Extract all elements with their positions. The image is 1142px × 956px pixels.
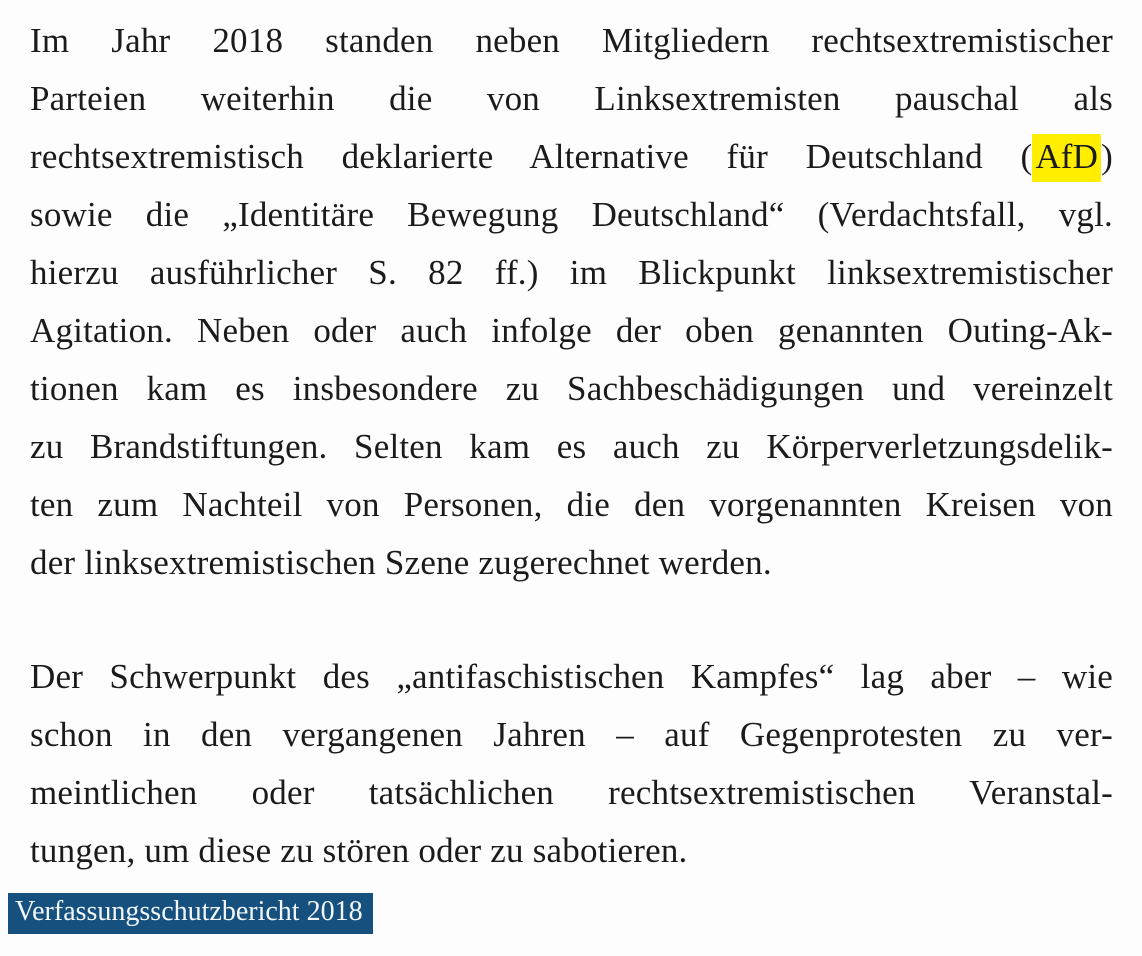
text-segment: zu Brandstiftungen. Selten kam es auch zu Körperverletzungsdelik- — [30, 427, 1113, 466]
text-line — [30, 764, 1113, 822]
text-line — [30, 648, 1113, 706]
text-segment: der linksextremistischen Szene zugerechnet werden. — [30, 543, 772, 582]
text-segment: meintlichen oder tatsächlichen rechtsextremistischen Veranstal- — [30, 773, 1113, 812]
text-segment: tionen kam es insbesondere zu Sachbeschädigungen und vereinzelt — [30, 369, 1113, 408]
text-segment: ten zum Nachteil von Personen, die den vorgenannten Kreisen von — [30, 485, 1113, 524]
text-line — [30, 822, 1113, 880]
text-segment: Im Jahr 2018 standen neben Mitgliedern rechtsextremistischer — [30, 21, 1113, 60]
text-line — [30, 186, 1113, 244]
document-body — [30, 12, 1113, 880]
paragraph — [30, 12, 1113, 592]
text-line — [30, 476, 1113, 534]
text-line — [30, 302, 1113, 360]
text-line — [30, 128, 1113, 186]
text-segment: Der Schwerpunkt des „antifaschistischen Kampfes“ lag aber – wie — [30, 657, 1113, 696]
text-segment: Agitation. Neben oder auch infolge der oben genannten Outing-Ak- — [30, 311, 1113, 350]
text-line — [30, 70, 1113, 128]
highlighted-text: AfD — [1032, 134, 1101, 182]
text-segment: sowie die „Identitäre Bewegung Deutschland“ (Verdachtsfall, vgl. — [30, 195, 1113, 234]
text-segment: schon in den vergangenen Jahren – auf Gegenprotesten zu ver- — [30, 715, 1113, 754]
source-badge-row — [8, 893, 1113, 934]
text-segment: tungen, um diese zu stören oder zu sabotieren. — [30, 831, 688, 870]
text-segment: rechtsextremistisch deklarierte Alternative für Deutschland ( — [30, 137, 1033, 176]
text-line — [30, 418, 1113, 476]
text-segment: ) — [1101, 137, 1113, 176]
text-line — [30, 706, 1113, 764]
text-segment: Parteien weiterhin die von Linksextremisten pauschal als — [30, 79, 1113, 118]
text-line — [30, 534, 1113, 592]
text-line — [30, 12, 1113, 70]
paragraph — [30, 648, 1113, 880]
text-line — [30, 360, 1113, 418]
text-line — [30, 244, 1113, 302]
text-segment: hierzu ausführlicher S. 82 ff.) im Blickpunkt linksextremistischer — [30, 253, 1113, 292]
source-badge: Verfassungsschutzbericht 2018 — [8, 893, 373, 934]
